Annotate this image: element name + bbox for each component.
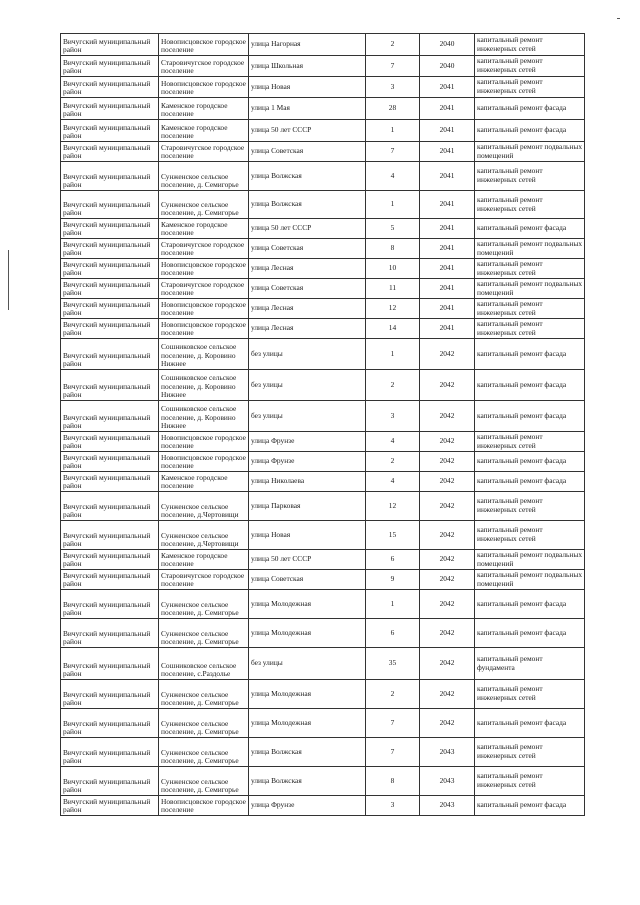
settlement-cell: Новописцовское городское поселение	[159, 452, 249, 472]
year-cell: 2041	[420, 120, 475, 142]
district-cell: Вичугский муниципальный район	[61, 452, 159, 472]
house-number-cell: 10	[366, 259, 420, 279]
settlement-cell: Сунженское сельское поселение, д. Семигорье	[159, 162, 249, 191]
scan-mark-left	[8, 250, 9, 310]
settlement-cell: Новописцовское городское поселение	[159, 77, 249, 98]
repair-type-cell: капитальный ремонт инженерных сетей	[475, 319, 585, 339]
repair-type-cell: капитальный ремонт инженерных сетей	[475, 191, 585, 219]
repair-type-cell: капитальный ремонт фасада	[475, 120, 585, 142]
district-cell: Вичугский муниципальный район	[61, 120, 159, 142]
year-cell: 2042	[420, 472, 475, 492]
district-cell: Вичугский муниципальный район	[61, 142, 159, 162]
district-cell: Вичугский муниципальный район	[61, 279, 159, 299]
year-cell: 2042	[420, 709, 475, 738]
repair-type-cell: капитальный ремонт подвальных помещений	[475, 142, 585, 162]
street-cell: улица Волжская	[249, 162, 366, 191]
street-cell: улица Волжская	[249, 191, 366, 219]
repair-type-cell: капитальный ремонт инженерных сетей	[475, 34, 585, 56]
street-cell: улица Новая	[249, 521, 366, 550]
settlement-cell: Сунженское сельское поселение, д. Семигорье	[159, 191, 249, 219]
table-row	[61, 472, 585, 492]
repair-type-cell: капитальный ремонт подвальных помещений	[475, 279, 585, 299]
district-cell: Вичугский муниципальный район	[61, 339, 159, 370]
table-row	[61, 142, 585, 162]
table-row	[61, 34, 585, 56]
repair-type-cell: капитальный ремонт подвальных помещений	[475, 239, 585, 259]
table-row	[61, 77, 585, 98]
year-cell: 2042	[420, 339, 475, 370]
district-cell: Вичугский муниципальный район	[61, 319, 159, 339]
district-cell: Вичугский муниципальный район	[61, 299, 159, 319]
year-cell: 2041	[420, 77, 475, 98]
table-row	[61, 401, 585, 432]
scan-mark-right	[617, 18, 620, 19]
district-cell: Вичугский муниципальный район	[61, 550, 159, 570]
year-cell: 2042	[420, 619, 475, 648]
repair-type-cell: капитальный ремонт инженерных сетей	[475, 56, 585, 77]
house-number-cell: 4	[366, 432, 420, 452]
repair-type-cell: капитальный ремонт фасада	[475, 590, 585, 619]
repair-type-cell: капитальный ремонт инженерных сетей	[475, 521, 585, 550]
year-cell: 2041	[420, 142, 475, 162]
repair-type-cell: капитальный ремонт фасада	[475, 619, 585, 648]
house-number-cell: 1	[366, 120, 420, 142]
house-number-cell: 7	[366, 709, 420, 738]
table-row	[61, 98, 585, 120]
settlement-cell: Старовичугское городское поселение	[159, 142, 249, 162]
district-cell: Вичугский муниципальный район	[61, 570, 159, 590]
year-cell: 2040	[420, 34, 475, 56]
table-row	[61, 120, 585, 142]
year-cell: 2042	[420, 492, 475, 521]
repair-type-cell: капитальный ремонт фасада	[475, 709, 585, 738]
house-number-cell: 28	[366, 98, 420, 120]
street-cell: улица Молодежная	[249, 619, 366, 648]
repair-type-cell: капитальный ремонт инженерных сетей	[475, 680, 585, 709]
settlement-cell: Сунженское сельское поселение, д. Семигорье	[159, 680, 249, 709]
table-row	[61, 550, 585, 570]
year-cell: 2042	[420, 648, 475, 680]
district-cell: Вичугский муниципальный район	[61, 590, 159, 619]
house-number-cell: 2	[366, 680, 420, 709]
street-cell: улица Николаева	[249, 472, 366, 492]
year-cell: 2042	[420, 550, 475, 570]
street-cell: улица Советская	[249, 279, 366, 299]
year-cell: 2041	[420, 259, 475, 279]
repair-type-cell: капитальный ремонт фасада	[475, 339, 585, 370]
settlement-cell: Новописцовское городское поселение	[159, 34, 249, 56]
street-cell: улица Парковая	[249, 492, 366, 521]
street-cell: без улицы	[249, 339, 366, 370]
street-cell: улица Фрунзе	[249, 796, 366, 816]
settlement-cell: Сунженское сельское поселение, д. Семигорье	[159, 619, 249, 648]
district-cell: Вичугский муниципальный район	[61, 162, 159, 191]
street-cell: улица 50 лет СССР	[249, 219, 366, 239]
year-cell: 2042	[420, 680, 475, 709]
house-number-cell: 2	[366, 452, 420, 472]
year-cell: 2041	[420, 279, 475, 299]
repair-type-cell: капитальный ремонт фундамента	[475, 648, 585, 680]
street-cell: улица 1 Мая	[249, 98, 366, 120]
repair-type-cell: капитальный ремонт фасада	[475, 370, 585, 401]
year-cell: 2042	[420, 401, 475, 432]
settlement-cell: Каменское городское поселение	[159, 98, 249, 120]
street-cell: улица Молодежная	[249, 680, 366, 709]
house-number-cell: 6	[366, 550, 420, 570]
table-row	[61, 370, 585, 401]
street-cell: улица Советская	[249, 142, 366, 162]
settlement-cell: Сунженское сельское поселение, д. Семигорье	[159, 590, 249, 619]
housing-repair-table	[60, 33, 585, 816]
house-number-cell: 7	[366, 738, 420, 767]
settlement-cell: Сошниковское сельское поселение, д. Коровино Нижнее	[159, 339, 249, 370]
settlement-cell: Сунженское сельское поселение, д. Семигорье	[159, 767, 249, 796]
year-cell: 2040	[420, 56, 475, 77]
district-cell: Вичугский муниципальный район	[61, 709, 159, 738]
settlement-cell: Сунженское сельское поселение, д. Семигорье	[159, 738, 249, 767]
year-cell: 2042	[420, 370, 475, 401]
table-body	[61, 34, 585, 816]
settlement-cell: Каменское городское поселение	[159, 219, 249, 239]
house-number-cell: 14	[366, 319, 420, 339]
table-row	[61, 432, 585, 452]
street-cell: улица Школьная	[249, 56, 366, 77]
table-row	[61, 767, 585, 796]
year-cell: 2041	[420, 219, 475, 239]
street-cell: улица Лесная	[249, 319, 366, 339]
settlement-cell: Новописцовское городское поселение	[159, 319, 249, 339]
street-cell: улица Лесная	[249, 299, 366, 319]
table-row	[61, 680, 585, 709]
settlement-cell: Сунженское сельское поселение, д.Чертовищи	[159, 521, 249, 550]
settlement-cell: Сунженское сельское поселение, д. Семигорье	[159, 709, 249, 738]
house-number-cell: 9	[366, 570, 420, 590]
settlement-cell: Старовичугское городское поселение	[159, 570, 249, 590]
year-cell: 2042	[420, 452, 475, 472]
street-cell: улица Советская	[249, 570, 366, 590]
house-number-cell: 2	[366, 370, 420, 401]
street-cell: улица 50 лет СССР	[249, 550, 366, 570]
street-cell: улица Фрунзе	[249, 452, 366, 472]
district-cell: Вичугский муниципальный район	[61, 492, 159, 521]
repair-type-cell: капитальный ремонт подвальных помещений	[475, 570, 585, 590]
district-cell: Вичугский муниципальный район	[61, 680, 159, 709]
street-cell: улица Молодежная	[249, 709, 366, 738]
year-cell: 2042	[420, 521, 475, 550]
house-number-cell: 11	[366, 279, 420, 299]
repair-type-cell: капитальный ремонт инженерных сетей	[475, 738, 585, 767]
settlement-cell: Сошниковское сельское поселение, д. Коровино Нижнее	[159, 401, 249, 432]
street-cell: улица Нагорная	[249, 34, 366, 56]
table-row	[61, 709, 585, 738]
district-cell: Вичугский муниципальный район	[61, 521, 159, 550]
repair-type-cell: капитальный ремонт инженерных сетей	[475, 432, 585, 452]
street-cell: улица Волжская	[249, 767, 366, 796]
house-number-cell: 1	[366, 191, 420, 219]
street-cell: улица Советская	[249, 239, 366, 259]
settlement-cell: Каменское городское поселение	[159, 472, 249, 492]
repair-type-cell: капитальный ремонт фасада	[475, 472, 585, 492]
year-cell: 2041	[420, 98, 475, 120]
year-cell: 2042	[420, 590, 475, 619]
house-number-cell: 8	[366, 239, 420, 259]
settlement-cell: Сунженское сельское поселение, д.Чертовищи	[159, 492, 249, 521]
house-number-cell: 5	[366, 219, 420, 239]
year-cell: 2041	[420, 299, 475, 319]
district-cell: Вичугский муниципальный район	[61, 370, 159, 401]
district-cell: Вичугский муниципальный район	[61, 191, 159, 219]
street-cell: улица 50 лет СССР	[249, 120, 366, 142]
year-cell: 2043	[420, 796, 475, 816]
district-cell: Вичугский муниципальный район	[61, 648, 159, 680]
table-row	[61, 492, 585, 521]
settlement-cell: Старовичугское городское поселение	[159, 279, 249, 299]
house-number-cell: 3	[366, 77, 420, 98]
house-number-cell: 7	[366, 56, 420, 77]
repair-type-cell: капитальный ремонт фасада	[475, 796, 585, 816]
table-row	[61, 648, 585, 680]
house-number-cell: 2	[366, 34, 420, 56]
street-cell: улица Фрунзе	[249, 432, 366, 452]
year-cell: 2043	[420, 738, 475, 767]
table-row	[61, 590, 585, 619]
house-number-cell: 3	[366, 401, 420, 432]
settlement-cell: Сошниковское сельское поселение, д. Коровино Нижнее	[159, 370, 249, 401]
table-row	[61, 570, 585, 590]
table-row	[61, 738, 585, 767]
repair-type-cell: капитальный ремонт фасада	[475, 98, 585, 120]
district-cell: Вичугский муниципальный район	[61, 56, 159, 77]
repair-type-cell: капитальный ремонт инженерных сетей	[475, 77, 585, 98]
year-cell: 2041	[420, 191, 475, 219]
repair-type-cell: капитальный ремонт инженерных сетей	[475, 299, 585, 319]
district-cell: Вичугский муниципальный район	[61, 98, 159, 120]
settlement-cell: Новописцовское городское поселение	[159, 259, 249, 279]
table-row	[61, 239, 585, 259]
repair-type-cell: капитальный ремонт подвальных помещений	[475, 550, 585, 570]
settlement-cell: Каменское городское поселение	[159, 550, 249, 570]
year-cell: 2041	[420, 162, 475, 191]
street-cell: без улицы	[249, 401, 366, 432]
settlement-cell: Новописцовское городское поселение	[159, 796, 249, 816]
district-cell: Вичугский муниципальный район	[61, 767, 159, 796]
settlement-cell: Новописцовское городское поселение	[159, 432, 249, 452]
street-cell: улица Молодежная	[249, 590, 366, 619]
street-cell: без улицы	[249, 370, 366, 401]
settlement-cell: Старовичугское городское поселение	[159, 56, 249, 77]
repair-type-cell: капитальный ремонт инженерных сетей	[475, 492, 585, 521]
year-cell: 2042	[420, 570, 475, 590]
table-row	[61, 259, 585, 279]
table-row	[61, 619, 585, 648]
district-cell: Вичугский муниципальный район	[61, 619, 159, 648]
district-cell: Вичугский муниципальный район	[61, 259, 159, 279]
table-row	[61, 219, 585, 239]
house-number-cell: 4	[366, 162, 420, 191]
house-number-cell: 1	[366, 339, 420, 370]
district-cell: Вичугский муниципальный район	[61, 77, 159, 98]
district-cell: Вичугский муниципальный район	[61, 432, 159, 452]
table-row	[61, 339, 585, 370]
house-number-cell: 8	[366, 767, 420, 796]
house-number-cell: 35	[366, 648, 420, 680]
settlement-cell: Сошниковское сельское поселение, с.Раздолье	[159, 648, 249, 680]
table-row	[61, 452, 585, 472]
district-cell: Вичугский муниципальный район	[61, 796, 159, 816]
street-cell: без улицы	[249, 648, 366, 680]
house-number-cell: 3	[366, 796, 420, 816]
repair-type-cell: капитальный ремонт фасада	[475, 452, 585, 472]
table-row	[61, 521, 585, 550]
district-cell: Вичугский муниципальный район	[61, 239, 159, 259]
repair-type-cell: капитальный ремонт инженерных сетей	[475, 259, 585, 279]
street-cell: улица Лесная	[249, 259, 366, 279]
year-cell: 2043	[420, 767, 475, 796]
table-row	[61, 299, 585, 319]
year-cell: 2042	[420, 432, 475, 452]
settlement-cell: Новописцовское городское поселение	[159, 299, 249, 319]
district-cell: Вичугский муниципальный район	[61, 738, 159, 767]
repair-type-cell: капитальный ремонт фасада	[475, 401, 585, 432]
repair-type-cell: капитальный ремонт инженерных сетей	[475, 767, 585, 796]
repair-type-cell: капитальный ремонт фасада	[475, 219, 585, 239]
house-number-cell: 12	[366, 299, 420, 319]
street-cell: улица Новая	[249, 77, 366, 98]
table-row	[61, 56, 585, 77]
year-cell: 2041	[420, 239, 475, 259]
settlement-cell: Старовичугское городское поселение	[159, 239, 249, 259]
table-row	[61, 191, 585, 219]
table-row	[61, 162, 585, 191]
table-row	[61, 796, 585, 816]
house-number-cell: 7	[366, 142, 420, 162]
year-cell: 2041	[420, 319, 475, 339]
district-cell: Вичугский муниципальный район	[61, 401, 159, 432]
house-number-cell: 1	[366, 590, 420, 619]
street-cell: улица Волжская	[249, 738, 366, 767]
district-cell: Вичугский муниципальный район	[61, 34, 159, 56]
house-number-cell: 15	[366, 521, 420, 550]
house-number-cell: 4	[366, 472, 420, 492]
repair-type-cell: капитальный ремонт инженерных сетей	[475, 162, 585, 191]
table-row	[61, 279, 585, 299]
district-cell: Вичугский муниципальный район	[61, 219, 159, 239]
district-cell: Вичугский муниципальный район	[61, 472, 159, 492]
table-row	[61, 319, 585, 339]
house-number-cell: 6	[366, 619, 420, 648]
house-number-cell: 12	[366, 492, 420, 521]
settlement-cell: Каменское городское поселение	[159, 120, 249, 142]
